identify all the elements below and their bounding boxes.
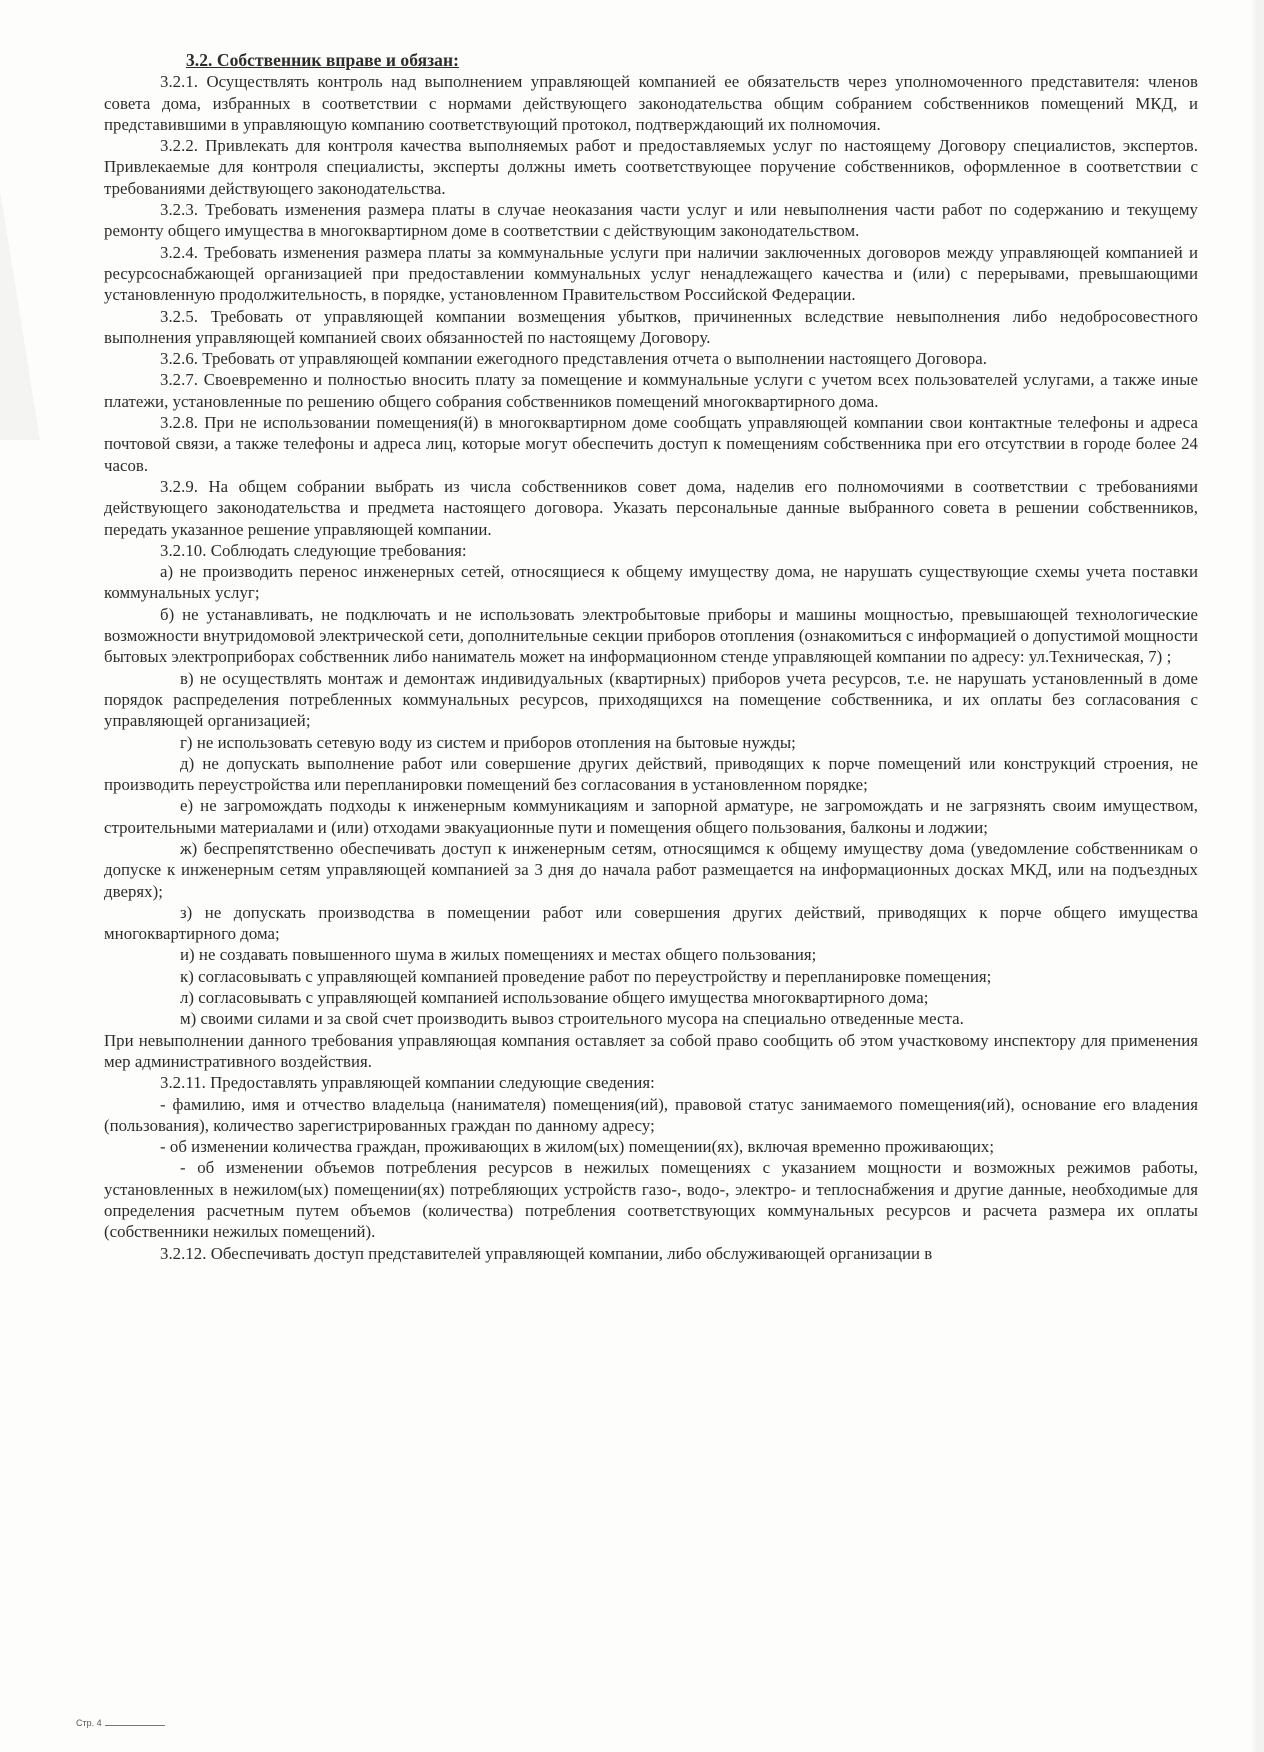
requirement-m: м) своими силами и за свой счет производить вывоз строительного мусора на специально отведенные места. bbox=[180, 1009, 964, 1029]
clause-3-2-12: 3.2.12. Обеспечивать доступ представителей управляющей компании, либо обслуживающей организации в bbox=[160, 1243, 933, 1263]
signature-line bbox=[105, 1725, 165, 1726]
requirement-note: При невыполнении данного требования управляющая компания оставляет за собой право сообщить об этом участковому инспектору для применения мер административного воздействия. bbox=[104, 1030, 1198, 1071]
requirement-z: з) не допускать производства в помещении работ или совершения других действий, приводящих к порче общего имущества многоквартирного дома; bbox=[104, 902, 1198, 944]
page-edge bbox=[1256, 0, 1264, 1752]
info-item-residents: - об изменении количества граждан, проживающих в жилом(ых) помещении(ях), включая временно проживающих; bbox=[160, 1137, 995, 1157]
clause-3-2-4: 3.2.4. Требовать изменения размера платы за коммунальные услуги при наличии заключенных договоров между управляющей компанией и ресурсоснабжающей организацией при предоставлении коммунальных услуг ненадлежащего качества и (или) с перерывами, превышающими установленную продолжительность, в порядке, установленном Правительством Российской Федерации. bbox=[104, 242, 1198, 305]
requirement-g: г) не использовать сетевую воду из систем и приборов отопления на бытовые нужды; bbox=[180, 732, 796, 752]
section-heading: 3.2. Собственник вправе и обязан: bbox=[186, 50, 459, 70]
clause-3-2-11: 3.2.11. Предоставлять управляющей компании следующие сведения: bbox=[160, 1073, 655, 1093]
clause-3-2-3: 3.2.3. Требовать изменения размера платы в случае неоказания части услуг и или невыполнения части работ по содержанию и текущему ремонту общего имущества в многоквартирном доме в соответствии с действующим законодательством. bbox=[104, 200, 1198, 241]
requirement-b: б) не устанавливать, не подключать и не использовать электробытовые приборы и машины мощностью, превышающей технологические возможности внутридомовой электрической сети, дополнительные секции приборов отопления (ознакомиться с информацией о допустимой мощности бытовых электроприборах собственник либо наниматель может на информационном стенде управляющей компании по адресу: ул.Техническая, 7) ; bbox=[104, 604, 1198, 667]
page-number: Стр. 4 bbox=[76, 1718, 102, 1728]
clause-3-2-10: 3.2.10. Соблюдать следующие требования: bbox=[160, 540, 467, 560]
clause-3-2-5: 3.2.5. Требовать от управляющей компании возмещения убытков, причиненных вследствие невыполнения либо недобросовестного выполнения управляющей компанией своих обязанностей по настоящему Договору. bbox=[104, 306, 1198, 347]
document-body bbox=[104, 50, 1198, 1264]
clause-3-2-7: 3.2.7. Своевременно и полностью вносить плату за помещение и коммунальные услуги с учетом всех пользователей услугами, а также иные платежи, установленные по решению общего собрания собственников помещений многоквартирного дома. bbox=[104, 370, 1198, 411]
paper-fold bbox=[0, 190, 40, 440]
requirement-k: к) согласовывать с управляющей компанией проведение работ по переустройству и перепланировке помещения; bbox=[180, 966, 992, 986]
info-item-consumption: - об изменении объемов потребления ресурсов в нежилых помещениях с указанием мощности и возможных режимов работы, установленных в нежилом(ых) помещении(ях) потребляющих устройств газо-, водо-, электро- и теплоснабжения и другие данные, необходимые для определения расчетным путем объемов (количества) потребления соответствующих коммунальных ресурсов и расчета размера их оплаты (собственники нежилых помещений). bbox=[104, 1158, 1198, 1242]
clause-3-2-2: 3.2.2. Привлекать для контроля качества выполняемых работ и предоставляемых услуг по настоящему Договору специалистов, экспертов. Привлекаемые для контроля специалисты, эксперты должны иметь соответствующее поручение собственников, оформленное в соответствии с требованиями действующего законодательства. bbox=[104, 136, 1198, 198]
info-item-owner: - фамилию, имя и отчество владельца (нанимателя) помещения(ий), правовой статус занимаемого помещения(ий), основание его владения (пользования), количество зарегистрированных граждан по данному адресу; bbox=[104, 1094, 1198, 1135]
clause-3-2-1: 3.2.1. Осуществлять контроль над выполнением управляющей компанией ее обязательств через уполномоченного представителя: членов совета дома, избранных в соответствии с нормами действующего законодательства общим собранием собственников помещений МКД, и представившими в управляющую компанию соответствующий протокол, подтверждающий их полномочия. bbox=[104, 72, 1198, 134]
requirement-zh: ж) беспрепятственно обеспечивать доступ к инженерным сетям, относящимся к общему имуществу дома (уведомление собственникам о допуске к инженерным сетям управляющей компанией за 3 дня до начала работ размещается на информационных досках МКД, или на подъездных дверях); bbox=[104, 838, 1198, 901]
requirement-e: е) не загромождать подходы к инженерным коммуникациям и запорной арматуре, не загромождать и не загрязнять своим имуществом, строительными материалами и (или) отходами эвакуационные пути и помещения общего пользования, балконы и лоджии; bbox=[104, 796, 1198, 837]
clause-3-2-8: 3.2.8. При не использовании помещения(й) в многоквартирном доме сообщать управляющей компании свои контактные телефоны и адреса почтовой связи, а также телефоны и адреса лиц, которые могут обеспечить доступ к помещениям собственника при его отсутствии в городе более 24 часов. bbox=[104, 413, 1198, 475]
requirement-d: д) не допускать выполнение работ или совершение других действий, приводящих к порче помещений или конструкций строения, не производить переустройства или перепланировки помещений без согласования в установленном порядке; bbox=[104, 753, 1198, 795]
clause-3-2-6: 3.2.6. Требовать от управляющей компании ежегодного представления отчета о выполнении настоящего Договора. bbox=[160, 349, 988, 369]
requirement-a: а) не производить перенос инженерных сетей, относящиеся к общему имуществу дома, не нарушать существующие схемы учета поставки коммунальных услуг; bbox=[104, 562, 1198, 603]
page-footer bbox=[76, 1718, 165, 1728]
requirement-v: в) не осуществлять монтаж и демонтаж индивидуальных (квартирных) приборов учета ресурсов, т.е. не нарушать установленный в доме порядок распределения потребленных коммунальных ресурсов, приходящихся на помещение собственника, и их оплаты без согласования с управляющей организацией; bbox=[104, 668, 1198, 731]
requirement-l: л) согласовывать с управляющей компанией использование общего имущества многоквартирного дома; bbox=[180, 988, 929, 1008]
requirement-i: и) не создавать повышенного шума в жилых помещениях и местах общего пользования; bbox=[180, 945, 817, 965]
clause-3-2-9: 3.2.9. На общем собрании выбрать из числа собственников совет дома, наделив его полномочиями в соответствии с требованиями действующего законодательства и предмета настоящего договора. Указать персональные данные выбранного совета в решении собственников, передать указанное решение управляющей компании. bbox=[104, 476, 1198, 539]
